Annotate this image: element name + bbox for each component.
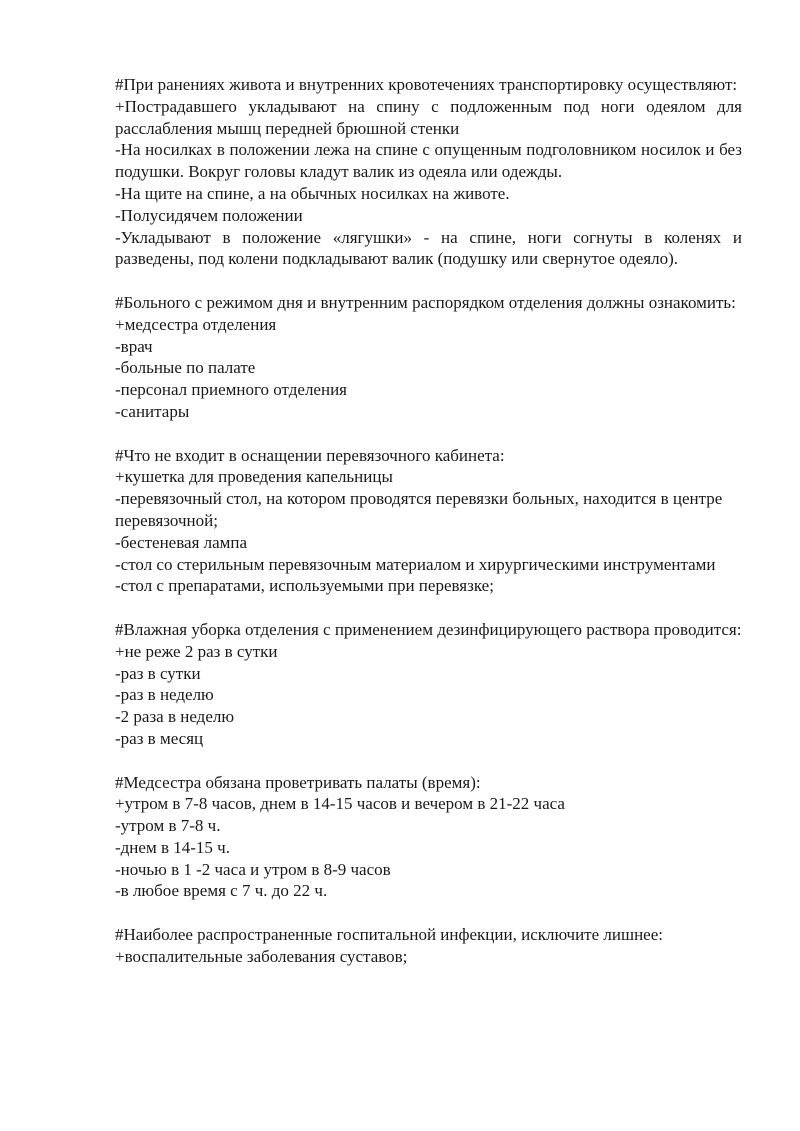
answer-option: -стол с препаратами, используемыми при перевязке;	[115, 576, 494, 596]
answer-option-correct: +не реже 2 раз в сутки	[115, 641, 278, 661]
answer-option-correct: +утром в 7-8 часов, днем в 14-15 часов и вечером в 21-22 часа	[115, 794, 565, 814]
answer-option: -На носилках в положении лежа на спине с опущенным подголовником носилок и без подушки. Вокруг головы кладут валик из одеяла или одежды.	[115, 140, 742, 182]
question-title: #Медсестра обязана проветривать палаты (время):	[115, 772, 481, 792]
answer-option: -раз в месяц	[115, 728, 204, 748]
answer-option: -Полусидячем положении	[115, 205, 303, 225]
answer-option: -стол со стерильным перевязочным материалом и хирургическими инструментами	[115, 554, 716, 574]
answer-option: -раз в сутки	[115, 663, 201, 683]
answer-option: -в любое время с 7 ч. до 22 ч.	[115, 881, 328, 901]
question-block	[115, 74, 742, 270]
answer-option: -Укладывают в положение «лягушки» - на спине, ноги согнуты в коленях и разведены, под колени подкладывают валик (подушку или свернутое одеяло).	[115, 227, 742, 269]
answer-option-correct: +медсестра отделения	[115, 314, 277, 334]
document-page	[115, 74, 742, 989]
answer-option-correct: +кушетка для проведения капельницы	[115, 467, 393, 487]
answer-option: -ночью в 1 -2 часа и утром в 8-9 часов	[115, 859, 391, 879]
answer-option-correct: +воспалительные заболевания суставов;	[115, 946, 408, 966]
answer-option: -утром в 7-8 ч.	[115, 816, 221, 836]
question-block	[115, 292, 742, 423]
answer-option: -раз в неделю	[115, 685, 214, 705]
answer-option-correct: +Пострадавшего укладывают на спину с подложенным под ноги одеялом для расслабления мышц передней брюшной стенки	[115, 96, 742, 138]
answer-option: -На щите на спине, а на обычных носилках на животе.	[115, 183, 510, 203]
answer-option: -врач	[115, 336, 153, 356]
question-title: #Что не входит в оснащении перевязочного кабинета:	[115, 445, 505, 465]
question-block	[115, 619, 742, 750]
answer-option: -2 раза в неделю	[115, 707, 235, 727]
answer-option: -санитары	[115, 401, 190, 421]
question-block	[115, 772, 742, 903]
question-title: #Наиболее распространенные госпитальной инфекции, исключите лишнее:	[115, 925, 663, 945]
question-block	[115, 924, 742, 968]
answer-option: -бестеневая лампа	[115, 532, 248, 552]
question-title: #Влажная уборка отделения с применением дезинфицирующего раствора проводится:	[115, 619, 742, 639]
answer-option: -больные по палате	[115, 358, 256, 378]
answer-option: -перевязочный стол, на котором проводятся перевязки больных, находится в центре перевязочной;	[115, 489, 723, 530]
question-block	[115, 445, 742, 598]
answer-option: -днем в 14-15 ч.	[115, 837, 230, 857]
question-title: #При ранениях живота и внутренних кровотечениях транспортировку осуществляют:	[115, 75, 738, 94]
answer-option: -персонал приемного отделения	[115, 380, 347, 400]
question-title: #Больного с режимом дня и внутренним распорядком отделения должны ознакомить:	[115, 292, 736, 312]
